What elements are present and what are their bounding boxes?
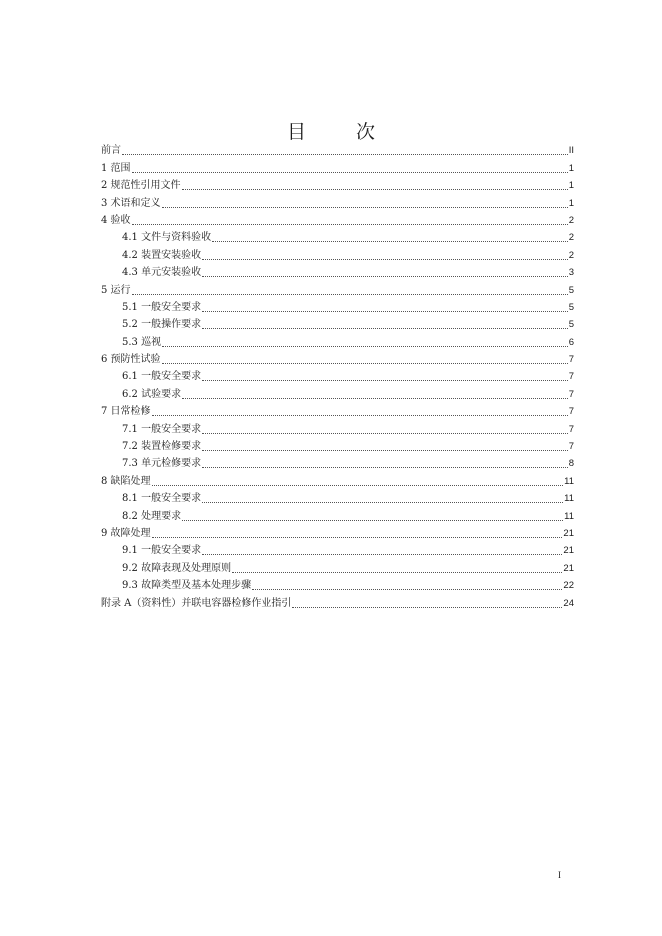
toc-entry[interactable] (101, 453, 574, 470)
toc-entry-page-number: 6 (568, 336, 574, 348)
toc-entry-page-number: 21 (563, 527, 574, 539)
toc-entry[interactable] (101, 227, 574, 244)
toc-entry[interactable] (101, 592, 574, 609)
toc-dot-leader (202, 450, 568, 451)
toc-entry-page-number: 21 (563, 562, 574, 574)
toc-entry[interactable] (101, 540, 574, 557)
toc-dot-leader (202, 259, 568, 260)
toc-entry-label: 7.2 装置检修要求 (122, 441, 202, 453)
toc-dot-leader (202, 467, 568, 468)
toc-entry-page-number: II (568, 145, 574, 157)
toc-entry-page-number: 24 (563, 597, 574, 609)
toc-entry[interactable] (101, 575, 574, 592)
toc-entry[interactable] (101, 436, 574, 453)
toc-entry[interactable] (101, 192, 574, 209)
toc-dot-leader (152, 537, 563, 538)
toc-entry-label: 9.1 一般安全要求 (122, 545, 202, 557)
toc-entry-label: 4 验收 (101, 214, 131, 226)
toc-entry[interactable] (101, 401, 574, 418)
toc-entry-page-number: 7 (568, 441, 574, 453)
toc-entry-page-number: 5 (568, 319, 574, 331)
toc-entry-page-number: 11 (564, 510, 574, 522)
toc-entry[interactable] (101, 557, 574, 574)
toc-dot-leader (202, 328, 568, 329)
toc-dot-leader (162, 207, 568, 208)
toc-dot-leader (132, 224, 568, 225)
toc-entry-page-number: 5 (568, 301, 574, 313)
toc-entry-page-number: 2 (568, 232, 574, 244)
toc-entry-label: 6.2 试验要求 (122, 388, 182, 400)
toc-entry[interactable] (101, 210, 574, 227)
toc-entry[interactable] (101, 244, 574, 261)
toc-entry-label: 6.1 一般安全要求 (122, 371, 202, 383)
toc-entry-label: 9.3 故障类型及基本处理步骤 (122, 580, 252, 592)
toc-dot-leader (152, 485, 564, 486)
toc-entry-page-number: 7 (568, 423, 574, 435)
toc-entry-page-number: 1 (568, 197, 574, 209)
toc-entry-label: 7.3 单元检修要求 (122, 458, 202, 470)
toc-entry-label: 前言 (101, 145, 121, 157)
toc-dot-leader (152, 415, 568, 416)
toc-entry-page-number: 1 (568, 162, 574, 174)
toc-entry[interactable] (101, 279, 574, 296)
toc-entry-page-number: 7 (568, 406, 574, 418)
toc-dot-leader (252, 589, 562, 590)
toc-entry-label: 3 术语和定义 (101, 197, 161, 209)
toc-entry-label: 6 预防性试验 (101, 354, 161, 366)
toc-dot-leader (182, 398, 568, 399)
toc-entry-page-number: 8 (568, 458, 574, 470)
toc-entry-page-number: 5 (568, 284, 574, 296)
toc-entry-page-number: 22 (563, 580, 574, 592)
footer-page-number: I (558, 870, 561, 880)
toc-dot-leader (232, 572, 562, 573)
toc-entry-label: 9.2 故障表现及处理原则 (122, 562, 232, 574)
toc-entry-label: 8.1 一般安全要求 (122, 493, 202, 505)
toc-entry-label: 4.3 单元安装验收 (122, 267, 202, 279)
toc-entry[interactable] (101, 349, 574, 366)
toc-dot-leader (132, 294, 568, 295)
toc-entry-label: 8 缺陷处理 (101, 475, 151, 487)
toc-entry-page-number: 3 (568, 267, 574, 279)
toc-dot-leader (202, 502, 563, 503)
toc-entry-label: 9 故障处理 (101, 527, 151, 539)
toc-entry-label: 7 日常检修 (101, 406, 151, 418)
toc-entry[interactable] (101, 297, 574, 314)
toc-entry-label: 5.1 一般安全要求 (122, 301, 202, 313)
toc-entry[interactable] (101, 331, 574, 348)
toc-dot-leader (202, 276, 568, 277)
toc-entry[interactable] (101, 383, 574, 400)
toc-entry[interactable] (101, 262, 574, 279)
toc-entry-label: 5.3 巡视 (122, 336, 162, 348)
toc-entry-page-number: 7 (568, 371, 574, 383)
toc-entry-page-number: 2 (568, 249, 574, 261)
toc-entry-page-number: 2 (568, 214, 574, 226)
toc-entry-page-number: 21 (563, 545, 574, 557)
toc-dot-leader (162, 346, 568, 347)
toc-dot-leader (182, 189, 568, 190)
toc-dot-leader (202, 433, 568, 434)
toc-entry[interactable] (101, 505, 574, 522)
page-title: 目 次 (286, 120, 398, 143)
toc-entry-label: 4.1 文件与资料验收 (122, 232, 212, 244)
toc-entry-label: 5.2 一般操作要求 (122, 319, 202, 331)
toc-entry-label: 4.2 装置安装验收 (122, 249, 202, 261)
toc-entry[interactable] (101, 314, 574, 331)
toc-dot-leader (292, 607, 562, 608)
toc-dot-leader (122, 154, 568, 155)
toc-dot-leader (162, 363, 568, 364)
toc-dot-leader (182, 520, 563, 521)
toc-dot-leader (132, 172, 568, 173)
toc-entry[interactable] (101, 157, 574, 174)
toc-entry[interactable] (101, 175, 574, 192)
toc-entry-page-number: 1 (568, 180, 574, 192)
toc-entry-label: 1 范围 (101, 162, 131, 174)
toc-entry[interactable] (101, 523, 574, 540)
toc-entry-page-number: 11 (564, 475, 574, 487)
toc-dot-leader (212, 241, 568, 242)
table-of-contents (101, 140, 574, 610)
toc-entry[interactable] (101, 470, 574, 487)
toc-entry[interactable] (101, 140, 574, 157)
toc-entry-label: 7.1 一般安全要求 (122, 423, 202, 435)
toc-entry-page-number: 7 (568, 388, 574, 400)
toc-entry[interactable] (101, 366, 574, 383)
toc-entry[interactable] (101, 418, 574, 435)
toc-entry-label: 5 运行 (101, 284, 131, 296)
toc-entry-page-number: 7 (568, 354, 574, 366)
toc-dot-leader (202, 311, 568, 312)
toc-dot-leader (202, 554, 562, 555)
toc-entry[interactable] (101, 488, 574, 505)
toc-entry-label: 8.2 处理要求 (122, 510, 182, 522)
toc-entry-page-number: 11 (564, 493, 574, 505)
toc-dot-leader (202, 380, 568, 381)
toc-entry-label: 附录 A（资料性）并联电容器检修作业指引 (101, 597, 292, 609)
toc-entry-label: 2 规范性引用文件 (101, 180, 181, 192)
